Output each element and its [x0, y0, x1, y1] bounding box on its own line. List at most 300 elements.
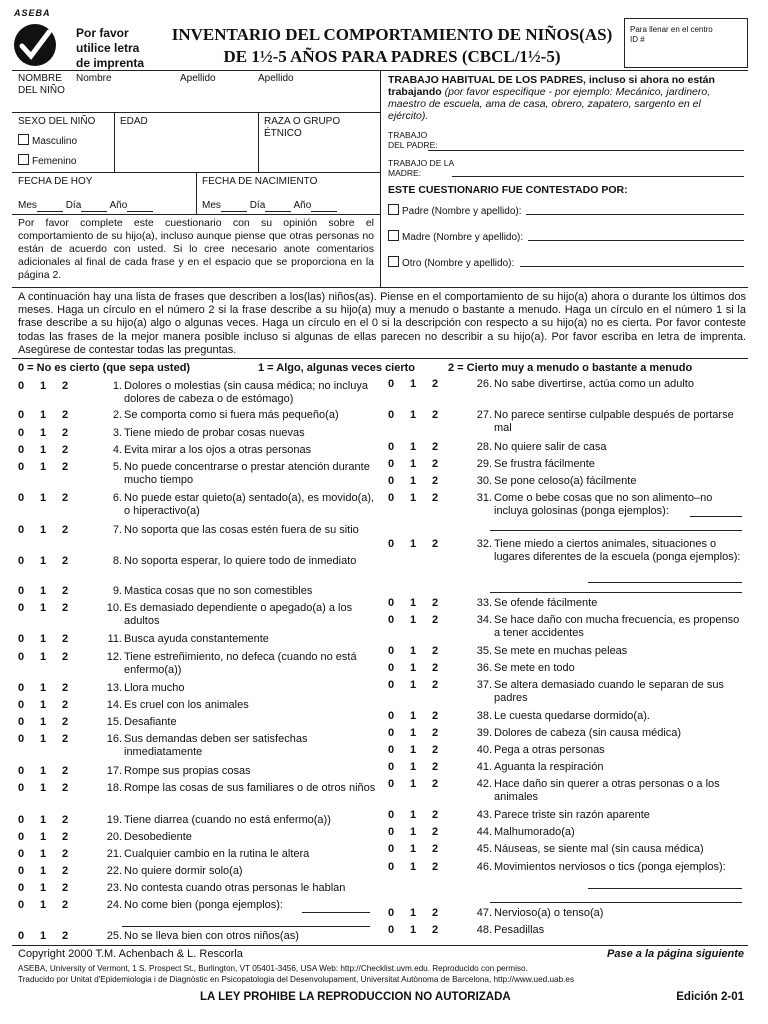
- option-1[interactable]: 1: [410, 761, 417, 773]
- item-number: 17.: [106, 765, 122, 777]
- option-1[interactable]: 1: [40, 699, 47, 711]
- item-text: Malhumorado(a): [494, 826, 575, 838]
- option-2[interactable]: 2: [432, 907, 439, 919]
- item-number: 2.: [112, 409, 122, 421]
- option-2[interactable]: 2: [62, 602, 69, 614]
- option-0[interactable]: 0: [388, 727, 395, 739]
- option-0[interactable]: 0: [18, 848, 25, 860]
- answered-father-field[interactable]: [526, 214, 744, 215]
- option-0[interactable]: 0: [388, 441, 395, 453]
- option-1[interactable]: 1: [410, 907, 417, 919]
- office-id-box[interactable]: Para llenar en el centro ID #: [624, 18, 748, 68]
- item-46-example-line[interactable]: [588, 888, 742, 889]
- item-number: 14.: [106, 699, 122, 711]
- option-0[interactable]: 0: [388, 645, 395, 657]
- item-row: [388, 378, 748, 408]
- option-1[interactable]: 1: [410, 538, 417, 550]
- item-text: No parece sentirse culpable después de portarse mal: [494, 409, 734, 434]
- option-1[interactable]: 1: [40, 782, 47, 794]
- option-0[interactable]: 0: [18, 380, 25, 392]
- last-name1-label: Apellido: [180, 73, 216, 84]
- option-1[interactable]: 1: [40, 602, 47, 614]
- item-number: 29.: [476, 458, 492, 470]
- option-2[interactable]: 2: [432, 761, 439, 773]
- option-2[interactable]: 2: [62, 930, 69, 942]
- item-number: 31.: [476, 492, 492, 504]
- edition: Edición 2-01: [676, 991, 744, 1003]
- today-date-fields[interactable]: Mes Día Año: [18, 200, 153, 212]
- option-0[interactable]: 0: [18, 899, 25, 911]
- option-0[interactable]: 0: [18, 733, 25, 745]
- item-number: 48.: [476, 924, 492, 936]
- item-text: No puede estar quieto(a) sentado(a), es movido(a), o hiperactivo(a): [124, 492, 375, 517]
- option-0[interactable]: 0: [388, 843, 395, 855]
- item-46-example-line-2[interactable]: [490, 902, 742, 903]
- item-text: No come bien (ponga ejemplos):: [124, 899, 283, 911]
- option-1[interactable]: 1: [410, 727, 417, 739]
- divider: [12, 214, 380, 215]
- item-text: No quiere dormir solo(a): [124, 865, 243, 877]
- option-2[interactable]: 2: [62, 831, 69, 843]
- parents-work-intro: TRABAJO HABITUAL DE LOS PADRES, incluso si ahora no están trabajando (por favor especifique - por ejemplo: Mecánico, jardinero, maestro de escuela, ama de casa, obrero, zapatero, sargento en el ejército).: [388, 74, 715, 122]
- option-2[interactable]: 2: [62, 814, 69, 826]
- item-number: 22.: [106, 865, 122, 877]
- option-2[interactable]: 2: [62, 865, 69, 877]
- female-checkbox[interactable]: [18, 154, 29, 165]
- item-text: Es demasiado dependiente o apegado(a) a los adultos: [124, 602, 353, 627]
- option-0[interactable]: 0: [388, 826, 395, 838]
- item-number: 7.: [112, 524, 122, 536]
- option-0[interactable]: 0: [18, 930, 25, 942]
- option-0[interactable]: 0: [388, 538, 395, 550]
- option-1[interactable]: 1: [40, 930, 47, 942]
- option-1[interactable]: 1: [40, 461, 47, 473]
- option-0[interactable]: 0: [388, 378, 395, 390]
- item-number: 45.: [476, 843, 492, 855]
- aseba-logo-text: ASEBA: [14, 8, 51, 18]
- option-2[interactable]: 2: [62, 899, 69, 911]
- item-text: No sabe divertirse, actúa como un adulto: [494, 378, 694, 390]
- item-text: Tiene estreñimiento, no defeca (cuando no está enfermo(a)): [124, 651, 357, 676]
- option-1[interactable]: 1: [410, 809, 417, 821]
- option-2[interactable]: 2: [62, 380, 69, 392]
- option-0[interactable]: 0: [18, 602, 25, 614]
- option-0[interactable]: 0: [388, 409, 395, 421]
- option-1[interactable]: 1: [40, 524, 47, 536]
- answered-by-mother[interactable]: Madre (Nombre y apellido):: [388, 230, 523, 244]
- item-number: 16.: [106, 733, 122, 745]
- option-0[interactable]: 0: [18, 716, 25, 728]
- first-name-label: Nombre: [76, 73, 112, 84]
- option-2[interactable]: 2: [432, 614, 439, 626]
- option-0[interactable]: 0: [18, 699, 25, 711]
- item-number: 5.: [112, 461, 122, 473]
- item-text: Dolores o molestias (sin causa médica; no incluya dolores de cabeza o de estómago): [124, 380, 368, 405]
- option-0[interactable]: 0: [388, 475, 395, 487]
- option-0[interactable]: 0: [18, 585, 25, 597]
- item-text: Aguanta la respiración: [494, 761, 604, 773]
- address: ASEBA, University of Vermont, 1 S. Prospect St., Burlington, VT 05401-3456, USA Web: http://Checklist.uvm.edu. Reproducido con permiso.: [18, 964, 528, 973]
- item-text: Evita mirar a los ojos a otras personas: [124, 444, 312, 456]
- last-name2-label: Apellido: [258, 73, 294, 84]
- option-2[interactable]: 2: [62, 409, 69, 421]
- item-number: 30.: [476, 475, 492, 487]
- item-31-example-line-2[interactable]: [490, 530, 742, 531]
- item-text: No soporta que las cosas estén fuera de su sitio: [124, 524, 359, 536]
- option-2[interactable]: 2: [432, 861, 439, 873]
- item-row: [18, 555, 380, 585]
- option-0[interactable]: 0: [18, 427, 25, 439]
- option-2[interactable]: 2: [432, 645, 439, 657]
- option-1[interactable]: 1: [410, 924, 417, 936]
- option-2[interactable]: 2: [432, 778, 439, 790]
- option-1[interactable]: 1: [410, 492, 417, 504]
- option-2[interactable]: 2: [432, 744, 439, 756]
- option-0[interactable]: 0: [388, 907, 395, 919]
- item-number: 37.: [476, 679, 492, 691]
- option-2[interactable]: 2: [62, 782, 69, 794]
- item-text: Se ofende fácilmente: [494, 597, 598, 609]
- item-row: [18, 733, 380, 763]
- checkmark-logo-icon: [12, 22, 58, 68]
- option-0[interactable]: 0: [388, 662, 395, 674]
- item-number: 46.: [476, 861, 492, 873]
- birth-date-fields[interactable]: Mes Día Año: [202, 200, 337, 212]
- item-number: 40.: [476, 744, 492, 756]
- item-text: Cualquier cambio en la rutina le altera: [124, 848, 310, 860]
- option-1[interactable]: 1: [40, 682, 47, 694]
- option-0[interactable]: 0: [388, 778, 395, 790]
- item-number: 6.: [112, 492, 122, 504]
- item-number: 36.: [476, 662, 492, 674]
- option-1[interactable]: 1: [410, 843, 417, 855]
- option-2[interactable]: 2: [432, 809, 439, 821]
- option-0[interactable]: 0: [388, 614, 395, 626]
- translation-credit: Traducido por Unitat d'Epidemiologia i de Diagnòstic en Psicopatologia del Desenvolupament, Universitat Autònoma de Barcelona, http://www.ued.uab.es: [18, 975, 575, 984]
- answered-by-father[interactable]: Padre (Nombre y apellido):: [388, 204, 522, 218]
- option-0[interactable]: 0: [388, 458, 395, 470]
- option-2[interactable]: 2: [432, 843, 439, 855]
- option-2[interactable]: 2: [62, 585, 69, 597]
- item-number: 11.: [107, 633, 122, 645]
- option-2[interactable]: 2: [432, 597, 439, 609]
- option-2[interactable]: 2: [62, 682, 69, 694]
- option-0[interactable]: 0: [18, 461, 25, 473]
- option-2[interactable]: 2: [432, 409, 439, 421]
- item-text: Rompe sus propias cosas: [124, 765, 251, 777]
- option-2[interactable]: 2: [432, 458, 439, 470]
- item-row: [388, 409, 748, 439]
- option-2[interactable]: 2: [432, 662, 439, 674]
- option-1[interactable]: 1: [40, 899, 47, 911]
- item-number: 25.: [106, 930, 122, 942]
- option-1[interactable]: 1: [410, 826, 417, 838]
- item-row: [388, 614, 748, 644]
- item-text: Dolores de cabeza (sin causa médica): [494, 727, 682, 739]
- option-0[interactable]: 0: [18, 651, 25, 663]
- option-1[interactable]: 1: [40, 555, 47, 567]
- item-number: 24.: [106, 899, 122, 911]
- option-2[interactable]: 2: [62, 524, 69, 536]
- option-2[interactable]: 2: [62, 733, 69, 745]
- item-number: 39.: [476, 727, 492, 739]
- item-row: [18, 492, 380, 522]
- item-number: 8.: [112, 555, 122, 567]
- option-0[interactable]: 0: [18, 765, 25, 777]
- divider: [196, 172, 197, 214]
- item-row: [18, 899, 380, 929]
- divider: [12, 945, 748, 946]
- sex-label: SEXO DEL NIÑO: [18, 116, 96, 127]
- page-title: INVENTARIO DEL COMPORTAMIENTO DE NIÑOS(AS) DE 1½-5 AÑOS PARA PADRES (CBCL/1½-5): [171, 25, 613, 66]
- item-text: Mastica cosas que no son comestibles: [124, 585, 313, 597]
- option-0[interactable]: 0: [18, 444, 25, 456]
- option-1[interactable]: 1: [40, 492, 47, 504]
- option-1[interactable]: 1: [40, 427, 47, 439]
- item-text: Se mete en todo: [494, 662, 575, 674]
- option-1[interactable]: 1: [410, 441, 417, 453]
- option-2[interactable]: 2: [62, 699, 69, 711]
- option-2[interactable]: 2: [62, 427, 69, 439]
- option-1[interactable]: 1: [410, 409, 417, 421]
- option-1[interactable]: 1: [410, 710, 417, 722]
- item-number: 18.: [106, 782, 122, 794]
- male-option[interactable]: Masculino: [18, 134, 77, 148]
- option-0[interactable]: 0: [388, 597, 395, 609]
- option-0[interactable]: 0: [18, 814, 25, 826]
- item-text: Nervioso(a) o tenso(a): [494, 907, 604, 919]
- item-text: No se lleva bien con otros niños(as): [124, 930, 299, 942]
- option-2[interactable]: 2: [62, 651, 69, 663]
- item-number: 35.: [476, 645, 492, 657]
- item-text: No contesta cuando otras personas le hablan: [124, 882, 346, 894]
- option-0[interactable]: 0: [18, 524, 25, 536]
- father-work-field[interactable]: [428, 150, 744, 151]
- item-text: Desafiante: [124, 716, 177, 728]
- option-2[interactable]: 2: [432, 538, 439, 550]
- item-number: 26.: [476, 378, 492, 390]
- option-0[interactable]: 0: [388, 710, 395, 722]
- next-page-link[interactable]: Pase a la página siguiente: [607, 948, 744, 960]
- divider: [12, 287, 748, 288]
- option-0[interactable]: 0: [18, 782, 25, 794]
- divider: [258, 112, 259, 172]
- option-0[interactable]: 0: [388, 492, 395, 504]
- option-1[interactable]: 1: [40, 651, 47, 663]
- option-2[interactable]: 2: [62, 492, 69, 504]
- option-0[interactable]: 0: [18, 492, 25, 504]
- item-text: Tiene miedo a ciertos animales, situaciones o lugares diferentes de la escuela (ponga ejemplos):: [494, 538, 741, 563]
- option-1[interactable]: 1: [40, 409, 47, 421]
- option-2[interactable]: 2: [62, 461, 69, 473]
- father-work-label: TRABAJO DEL PADRE:: [388, 130, 438, 150]
- item-row: [388, 679, 748, 709]
- option-2[interactable]: 2: [432, 710, 439, 722]
- option-0[interactable]: 0: [388, 924, 395, 936]
- item-row: [18, 380, 380, 410]
- option-2[interactable]: 2: [432, 826, 439, 838]
- option-2[interactable]: 2: [62, 555, 69, 567]
- item-text: Se comporta como si fuera más pequeño(a): [124, 409, 339, 421]
- item-text: Se pone celoso(a) fácilmente: [494, 475, 637, 487]
- option-2[interactable]: 2: [432, 475, 439, 487]
- instructions: A continuación hay una lista de frases que describen a los(las) niños(as). Piense en el comportamiento de su hijo(a) ahora o durante los últimos dos meses. Haga un círculo en el número 2 si la frase describe a su hijo(a) muy a menudo o bastante a menudo. Haga un círculo en el número 1 si la frase describe a su hijo(a) algo o algunas veces. Haga un círculo en el 0 si la descripción con respecto a su hijo(a) no es cierta. Por favor conteste todas las frases de la mejor manera posible incluso si algunas de ellas parecen no describir a su hijo(a). Por favor escriba en letra de imprenta. Asegúrese de contestar todas las preguntas.: [18, 291, 746, 356]
- item-row: [18, 461, 380, 491]
- option-1[interactable]: 1: [40, 882, 47, 894]
- option-1[interactable]: 1: [40, 814, 47, 826]
- item-number: 3.: [112, 427, 122, 439]
- option-1[interactable]: 1: [40, 865, 47, 877]
- item-row: [18, 782, 380, 812]
- male-checkbox[interactable]: [18, 134, 29, 145]
- birth-date-label: FECHA DE NACIMIENTO: [202, 176, 318, 187]
- mother-work-field[interactable]: [452, 176, 744, 177]
- item-24-example-line[interactable]: [302, 912, 370, 913]
- option-1[interactable]: 1: [410, 679, 417, 691]
- option-1[interactable]: 1: [40, 765, 47, 777]
- law-notice: LA LEY PROHIBE LA REPRODUCCION NO AUTORIZADA: [200, 991, 511, 1003]
- answered-mother-field[interactable]: [528, 240, 744, 241]
- option-2[interactable]: 2: [432, 378, 439, 390]
- option-1[interactable]: 1: [410, 778, 417, 790]
- option-0[interactable]: 0: [388, 679, 395, 691]
- item-text: No quiere salir de casa: [494, 441, 607, 453]
- item-row: [388, 861, 748, 891]
- item-number: 42.: [476, 778, 492, 790]
- item-text: Se hace daño con mucha frecuencia, es propenso a tener accidentes: [494, 614, 740, 639]
- option-1[interactable]: 1: [410, 861, 417, 873]
- item-number: 32.: [476, 538, 492, 550]
- divider: [12, 112, 380, 113]
- option-1[interactable]: 1: [410, 662, 417, 674]
- item-text: Sus demandas deben ser satisfechas inmediatamente: [124, 733, 308, 758]
- option-2[interactable]: 2: [62, 882, 69, 894]
- option-0[interactable]: 0: [18, 831, 25, 843]
- option-1[interactable]: 1: [40, 585, 47, 597]
- item-number: 20.: [106, 831, 122, 843]
- option-2[interactable]: 2: [432, 924, 439, 936]
- divider: [12, 358, 748, 359]
- option-2[interactable]: 2: [62, 848, 69, 860]
- item-number: 28.: [476, 441, 492, 453]
- item-text: Parece triste sin razón aparente: [494, 809, 650, 821]
- option-1[interactable]: 1: [410, 744, 417, 756]
- option-1[interactable]: 1: [40, 848, 47, 860]
- option-1[interactable]: 1: [410, 614, 417, 626]
- item-number: 47.: [476, 907, 492, 919]
- item-number: 1.: [112, 380, 122, 392]
- item-number: 27.: [476, 409, 492, 421]
- item-number: 41.: [476, 761, 492, 773]
- option-1[interactable]: 1: [410, 475, 417, 487]
- item-row: [388, 538, 748, 568]
- item-text: Tiene miedo de probar cosas nuevas: [124, 427, 305, 439]
- complete-note: Por favor complete este cuestionario con su opinión sobre el comportamiento de su hijo(a), incluso aunque piense que otras personas no están de acuerdo con usted. Si lo cree necesario anote comentarios adicionales al final de cada frase y en el espacio que se proporciona en la página 2.: [18, 217, 374, 281]
- copyright: Copyright 2000 T.M. Achenbach & L. Rescorla: [18, 948, 243, 960]
- option-1[interactable]: 1: [40, 733, 47, 745]
- item-row: [18, 524, 380, 554]
- item-number: 23.: [106, 882, 122, 894]
- item-text: Desobediente: [124, 831, 192, 843]
- option-0[interactable]: 0: [18, 633, 25, 645]
- option-1[interactable]: 1: [410, 458, 417, 470]
- item-32-example-line-2[interactable]: [490, 592, 742, 593]
- item-24-example-line-2[interactable]: [122, 926, 370, 927]
- item-text: Se altera demasiado cuando le separan de sus padres: [494, 679, 724, 704]
- female-option[interactable]: Femenino: [18, 154, 76, 168]
- item-text: Tiene diarrea (cuando no está enfermo(a)): [124, 814, 331, 826]
- option-2[interactable]: 2: [432, 441, 439, 453]
- option-1[interactable]: 1: [40, 444, 47, 456]
- option-1[interactable]: 1: [40, 716, 47, 728]
- item-number: 4.: [112, 444, 122, 456]
- option-0[interactable]: 0: [388, 861, 395, 873]
- option-0[interactable]: 0: [388, 744, 395, 756]
- option-2[interactable]: 2: [432, 679, 439, 691]
- item-text: No soporta esperar, lo quiere todo de inmediato: [124, 555, 357, 567]
- item-number: 38.: [476, 710, 492, 722]
- item-row: [388, 492, 748, 522]
- answered-other-field[interactable]: [520, 266, 744, 267]
- option-0[interactable]: 0: [388, 809, 395, 821]
- item-text: Es cruel con los animales: [124, 699, 249, 711]
- divider: [380, 70, 381, 287]
- scale-1: 1 = Algo, algunas veces cierto: [258, 362, 416, 374]
- item-text: Se mete en muchas peleas: [494, 645, 628, 657]
- option-1[interactable]: 1: [40, 633, 47, 645]
- option-0[interactable]: 0: [388, 761, 395, 773]
- item-row: [388, 778, 748, 808]
- option-2[interactable]: 2: [432, 727, 439, 739]
- option-2[interactable]: 2: [62, 765, 69, 777]
- option-1[interactable]: 1: [410, 378, 417, 390]
- item-31-example-line[interactable]: [690, 516, 742, 517]
- item-text: Busca ayuda constantemente: [124, 633, 269, 645]
- item-number: 21.: [106, 848, 122, 860]
- item-number: 13.: [106, 682, 122, 694]
- option-1[interactable]: 1: [40, 380, 47, 392]
- option-0[interactable]: 0: [18, 409, 25, 421]
- option-1[interactable]: 1: [410, 645, 417, 657]
- item-text: Hace daño sin querer a otras personas o a los animales: [494, 778, 720, 803]
- item-number: 10.: [106, 602, 122, 614]
- option-2[interactable]: 2: [62, 633, 69, 645]
- option-2[interactable]: 2: [432, 492, 439, 504]
- option-2[interactable]: 2: [62, 716, 69, 728]
- item-text: Le cuesta quedarse dormido(a).: [494, 710, 650, 722]
- item-32-example-line[interactable]: [588, 582, 742, 583]
- print-please-note: Por favor utilice letra de imprenta: [76, 26, 145, 70]
- option-1[interactable]: 1: [40, 831, 47, 843]
- item-text: Pesadillas: [494, 924, 545, 936]
- answered-by-other[interactable]: Otro (Nombre y apellido):: [388, 256, 514, 270]
- item-row: [18, 602, 380, 632]
- age-label: EDAD: [120, 116, 148, 127]
- item-number: 43.: [476, 809, 492, 821]
- option-0[interactable]: 0: [18, 555, 25, 567]
- scale-0: 0 = No es cierto (que sepa usted): [18, 362, 191, 374]
- item-text: No puede concentrarse o prestar atención durante mucho tiempo: [124, 461, 370, 486]
- option-1[interactable]: 1: [410, 597, 417, 609]
- answered-by-label: ESTE CUESTIONARIO FUE CONTESTADO POR:: [388, 184, 628, 196]
- option-0[interactable]: 0: [18, 882, 25, 894]
- item-row: [18, 651, 380, 681]
- option-0[interactable]: 0: [18, 865, 25, 877]
- option-0[interactable]: 0: [18, 682, 25, 694]
- option-2[interactable]: 2: [62, 444, 69, 456]
- divider: [114, 112, 115, 172]
- item-number: 15.: [106, 716, 122, 728]
